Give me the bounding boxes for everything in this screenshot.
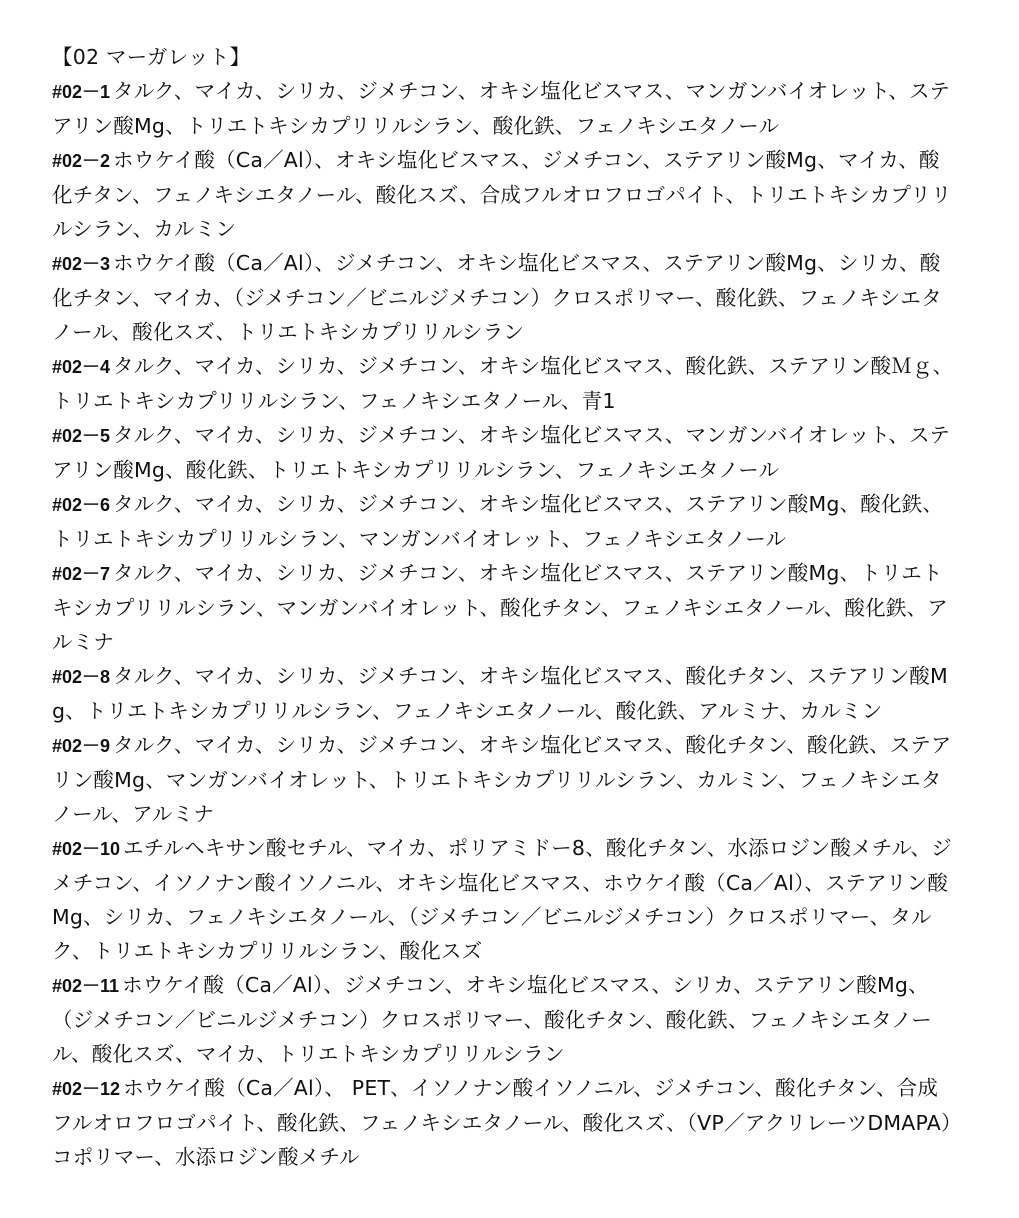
ingredient-entry	[52, 487, 957, 556]
entry-id: #02－12	[52, 1079, 121, 1099]
entry-ingredients: ホウケイ酸（Ca／Al）、ジメチコン、オキシ塩化ビスマス、ステアリン酸Mg、シリカ、酸化チタン、マイカ、（ジメチコン／ビニルジメチコン）クロスポリマー、酸化鉄、フェノキシエタノール、酸化スズ、トリエトキシカプリリルシラン	[52, 251, 942, 344]
entry-id: #02－8	[52, 667, 111, 687]
ingredient-entry	[52, 349, 957, 418]
entry-ingredients: タルク、マイカ、シリカ、ジメチコン、オキシ塩化ビスマス、マンガンバイオレット、ステアリン酸Mg、酸化鉄、トリエトキシカプリリルシラン、フェノキシエタノール	[52, 423, 951, 482]
entry-ingredients: タルク、マイカ、シリカ、ジメチコン、オキシ塩化ビスマス、酸化チタン、ステアリン酸Mg、トリエトキシカプリリルシラン、フェノキシエタノール、酸化鉄、アルミナ、カルミン	[52, 664, 948, 723]
ingredients-document	[52, 40, 957, 1174]
ingredient-entry	[52, 968, 957, 1071]
entry-ingredients: タルク、マイカ、シリカ、ジメチコン、オキシ塩化ビスマス、マンガンバイオレット、ステアリン酸Mg、トリエトキシカプリリルシラン、酸化鉄、フェノキシエタノール	[52, 79, 951, 138]
entry-id: #02－9	[52, 736, 111, 756]
entry-ingredients: タルク、マイカ、シリカ、ジメチコン、オキシ塩化ビスマス、ステアリン酸Mg、トリエトキシカプリリルシラン、マンガンバイオレット、酸化チタン、フェノキシエタノール、酸化鉄、アルミナ	[52, 561, 948, 654]
ingredient-entry	[52, 418, 957, 487]
ingredient-entry	[52, 1071, 957, 1174]
entry-id: #02－5	[52, 426, 111, 446]
entry-ingredients: ホウケイ酸（Ca／Al）、ジメチコン、オキシ塩化ビスマス、シリカ、ステアリン酸Mg、（ジメチコン／ビニルジメチコン）クロスポリマー、酸化チタン、酸化鉄、フェノキシエタノール、酸化スズ、マイカ、トリエトキシカプリリルシラン	[52, 973, 932, 1066]
entry-id: #02－11	[52, 976, 120, 996]
ingredient-entry	[52, 659, 957, 728]
entry-id: #02－10	[52, 839, 121, 859]
entry-ingredients: エチルヘキサン酸セチル、マイカ、ポリアミドー8、酸化チタン、水添ロジン酸メチル、ジメチコン、イソノナン酸イソノニル、オキシ塩化ビスマス、ホウケイ酸（Ca／Al）、ステアリン酸Mg、シリカ、フェノキシエタノール、（ジメチコン／ビニルジメチコン）クロスポリマー、タルク、トリエトキシカプリリルシラン、酸化スズ	[52, 836, 952, 963]
ingredient-entry	[52, 556, 957, 659]
ingredient-entry	[52, 831, 957, 968]
entry-ingredients: タルク、マイカ、シリカ、ジメチコン、オキシ塩化ビスマス、酸化チタン、酸化鉄、ステアリン酸Mg、マンガンバイオレット、トリエトキシカプリリルシラン、カルミン、フェノキシエタノール、アルミナ	[52, 733, 952, 826]
entry-id: #02－4	[52, 357, 111, 377]
entry-id: #02－6	[52, 495, 111, 515]
entry-id: #02－3	[52, 254, 111, 274]
ingredient-entry	[52, 246, 957, 349]
ingredient-entry	[52, 74, 957, 143]
ingredient-entry	[52, 143, 957, 246]
entry-ingredients: ホウケイ酸（Ca／Al）、 PET、イソノナン酸イソノニル、ジメチコン、酸化チタン、合成フルオロフロゴパイト、酸化鉄、フェノキシエタノール、酸化スズ、（VP／アクリレーツDMAPA）コポリマー、水添ロジン酸メチル	[52, 1076, 952, 1169]
entry-ingredients: タルク、マイカ、シリカ、ジメチコン、オキシ塩化ビスマス、酸化鉄、ステアリン酸Ｍｇ、トリエトキシカプリリルシラン、フェノキシエタノール、青1	[52, 354, 954, 413]
entry-ingredients: ホウケイ酸（Ca／Al）、オキシ塩化ビスマス、ジメチコン、ステアリン酸Mg、マイカ、酸化チタン、フェノキシエタノール、酸化スズ、合成フルオロフロゴパイト、トリエトキシカプリリルシラン、カルミン	[52, 148, 952, 241]
document-title: 【02 マーガレット】	[52, 45, 251, 69]
entry-id: #02－7	[52, 564, 111, 584]
entry-id: #02－1	[52, 82, 111, 102]
ingredient-entry	[52, 728, 957, 831]
entry-id: #02－2	[52, 151, 111, 171]
entry-ingredients: タルク、マイカ、シリカ、ジメチコン、オキシ塩化ビスマス、ステアリン酸Mg、酸化鉄、トリエトキシカプリリルシラン、マンガンバイオレット、フェノキシエタノール	[52, 492, 944, 551]
